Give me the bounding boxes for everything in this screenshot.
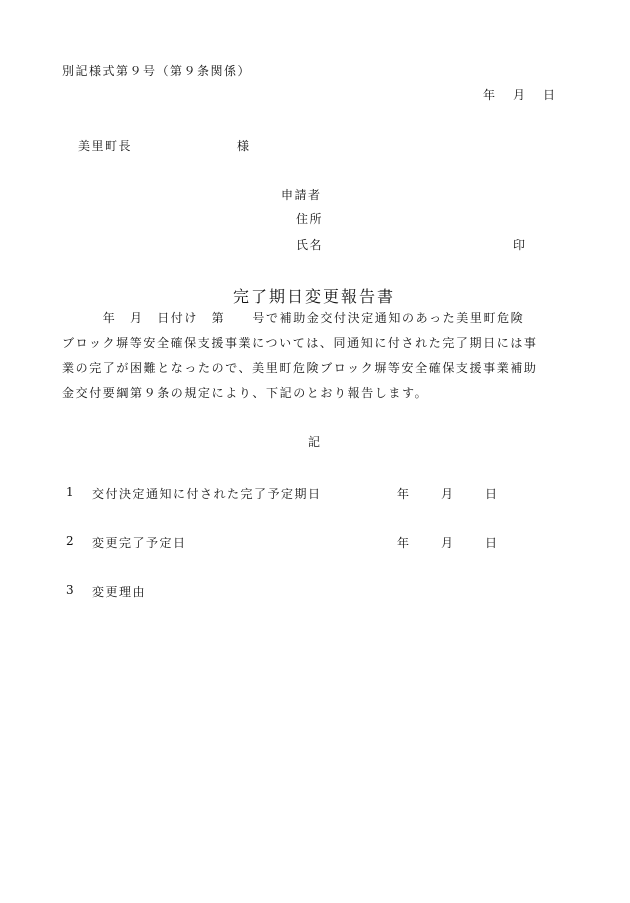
applicant-name-label: 氏名 xyxy=(296,238,324,252)
item-number: 2 xyxy=(66,534,76,548)
date-day: 日 xyxy=(543,88,557,102)
body-line: ブロック塀等安全確保支援事業については、同通知に付された完了期日には事 xyxy=(62,336,538,350)
item-number: 1 xyxy=(66,485,76,499)
body-line: 年 月 日付け 第 号で補助金交付決定通知のあった美里町危険 xyxy=(62,311,525,325)
item-year: 年 xyxy=(397,487,411,501)
date-month: 月 xyxy=(513,88,527,102)
item-label: 交付決定通知に付された完了予定期日 xyxy=(92,487,322,501)
document-title: 完了期日変更報告書 xyxy=(233,287,396,306)
addressee-honorific: 様 xyxy=(237,139,251,153)
applicant-address-label: 住所 xyxy=(296,212,324,226)
seal-mark: 印 xyxy=(513,238,527,252)
item-month: 月 xyxy=(441,536,455,550)
body-line: 業の完了が困難となったので、美里町危険ブロック塀等安全確保支援事業補助 xyxy=(62,361,538,375)
applicant-label: 申請者 xyxy=(281,188,322,202)
item-year: 年 xyxy=(397,536,411,550)
item-number: 3 xyxy=(66,583,76,597)
body-line: 金交付要綱第９条の規定により、下記のとおり報告します。 xyxy=(62,386,429,400)
item-label: 変更理由 xyxy=(92,585,147,599)
item-month: 月 xyxy=(441,487,455,501)
form-label: 別記様式第９号（第９条関係） xyxy=(62,64,252,78)
date-year: 年 xyxy=(483,88,497,102)
addressee-name: 美里町長 xyxy=(78,139,133,153)
ki-heading: 記 xyxy=(308,435,322,449)
item-day: 日 xyxy=(485,536,499,550)
item-label: 変更完了予定日 xyxy=(92,536,187,550)
item-day: 日 xyxy=(485,487,499,501)
